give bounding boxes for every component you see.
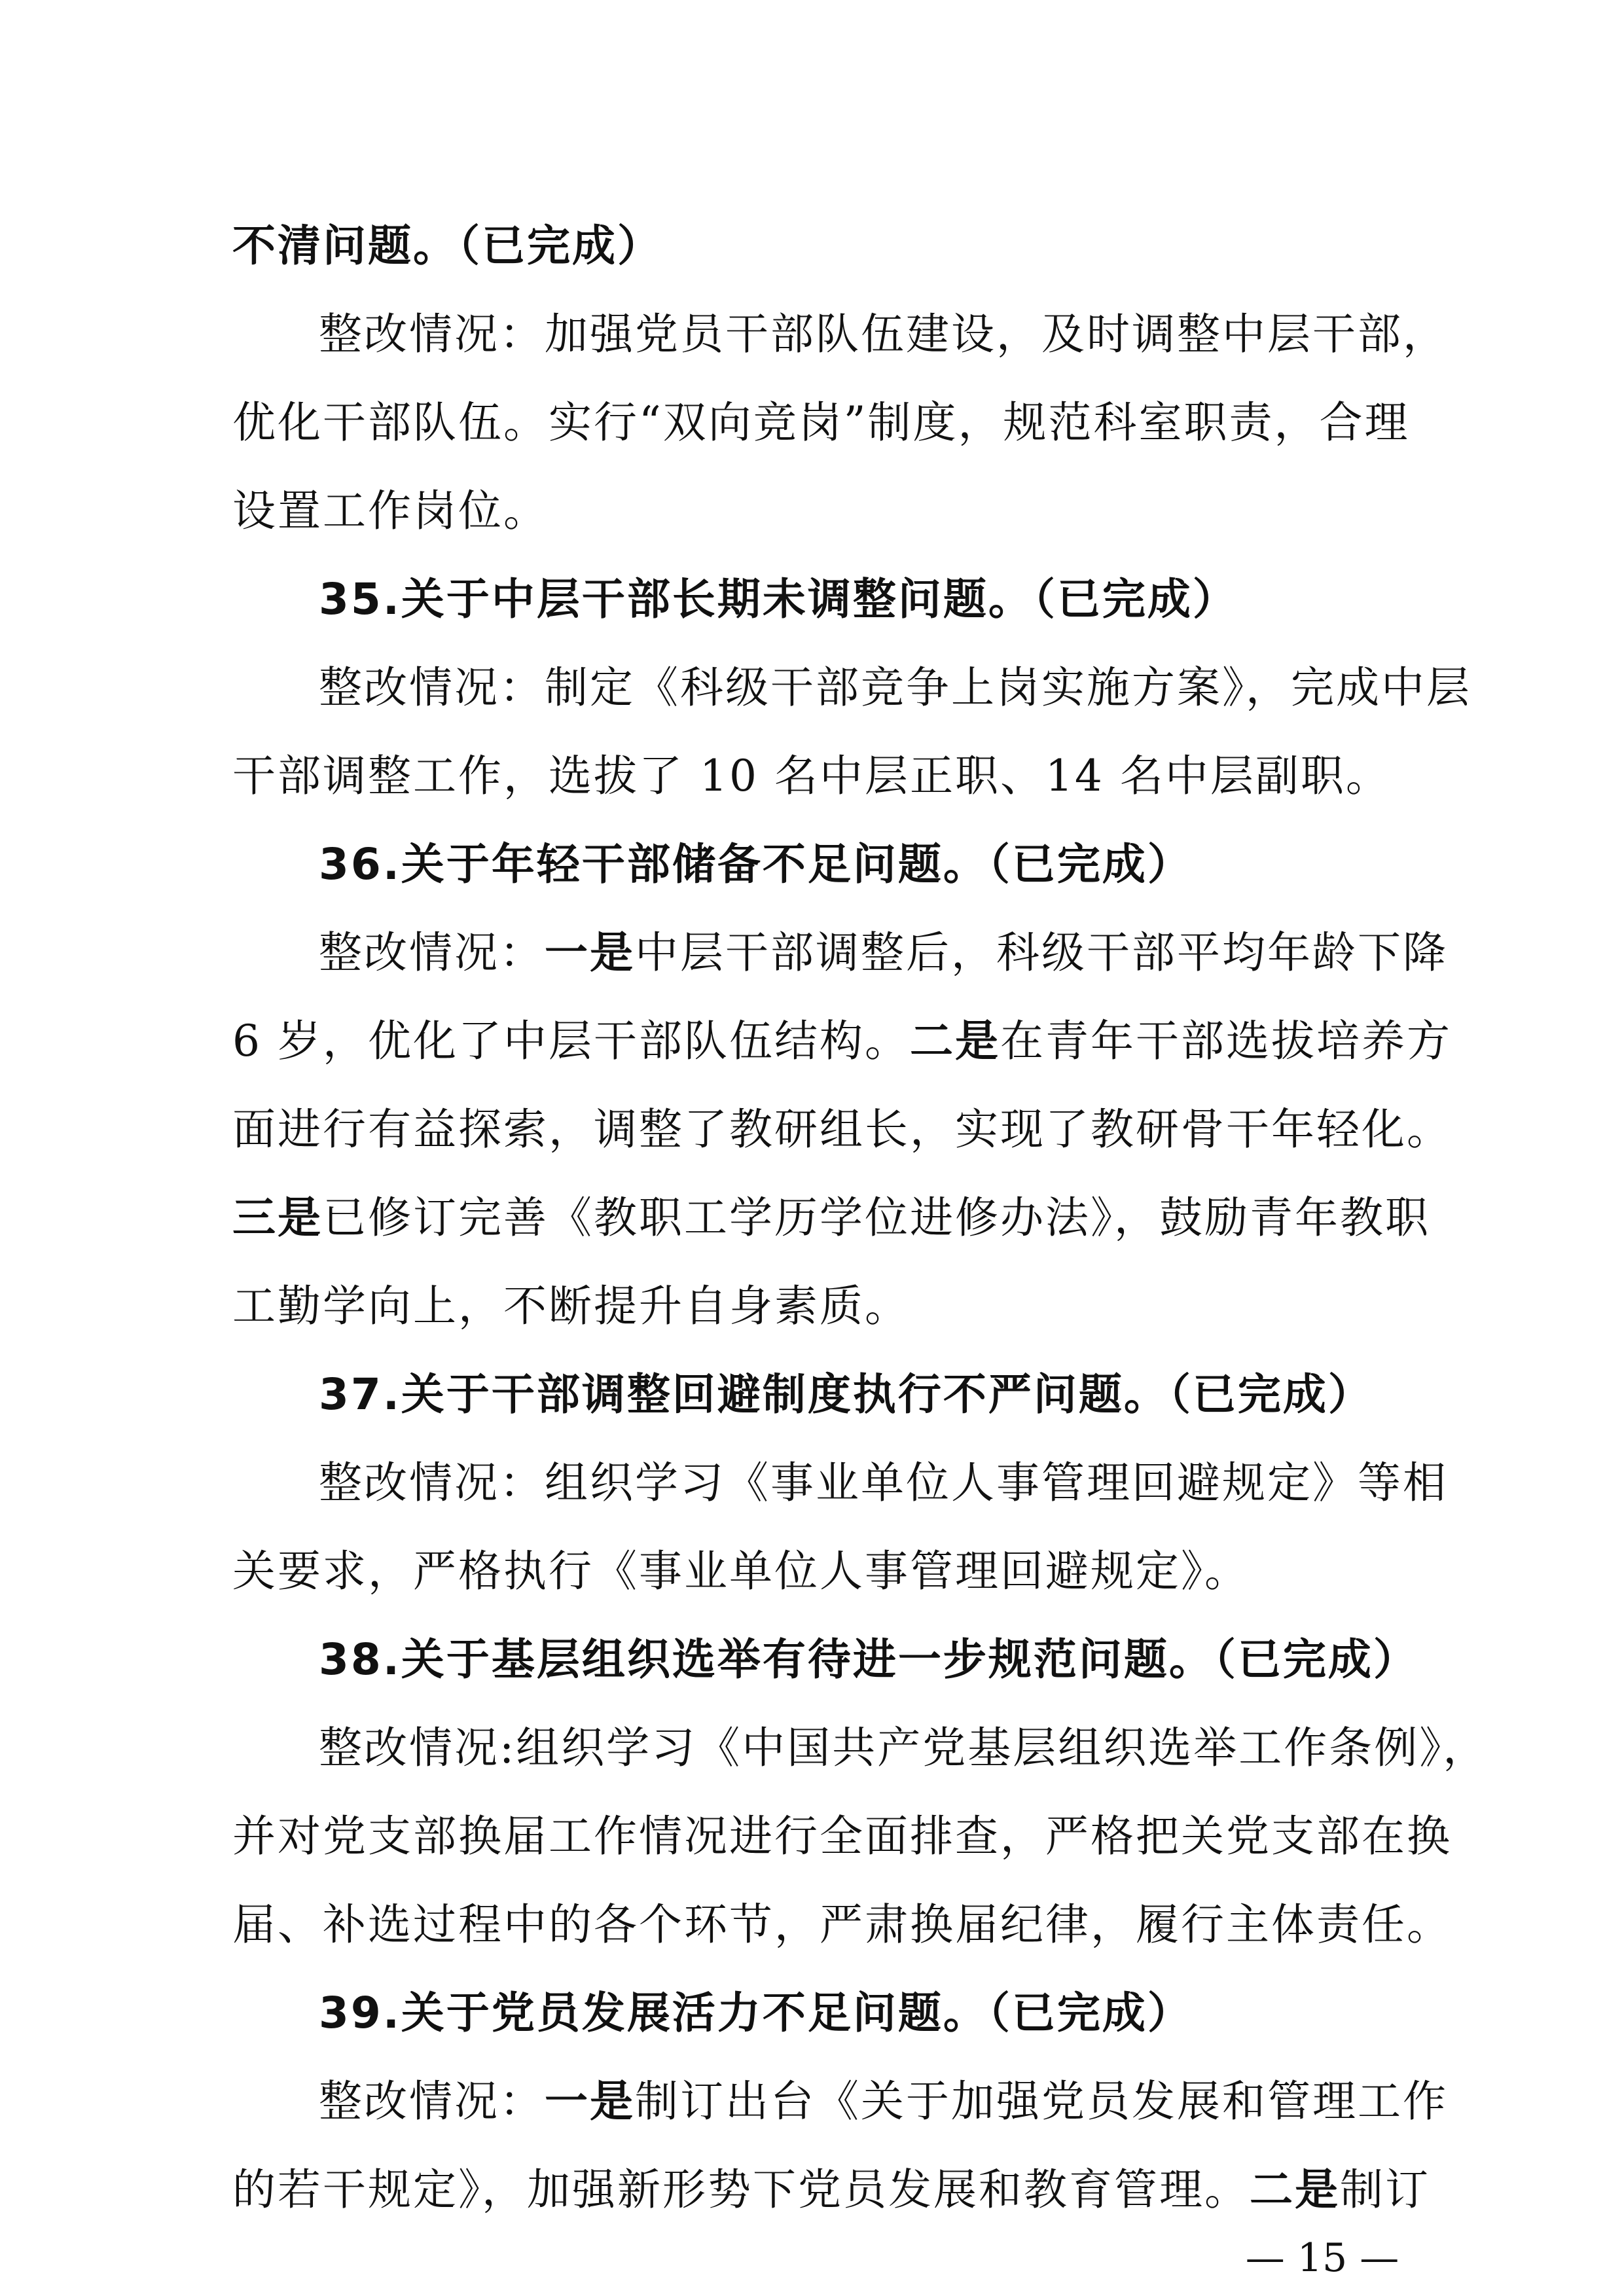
emphasis-second: 二是	[1250, 2164, 1340, 2215]
body-text: 在青年干部选拔培养方	[1000, 1016, 1452, 1066]
item-38-body-line-2: 并对党支部换届工作情况进行全面排查，严格把关党支部在换	[232, 1811, 1452, 1861]
item-35-body-line-2: 干部调整工作，选拔了 10 名中层正职、14 名中层副职。	[232, 751, 1391, 801]
body-text: 制订出台《关于加强党员发展和管理工作	[635, 2076, 1448, 2126]
page-number: — 15 —	[1245, 2235, 1399, 2281]
body-text: 已修订完善《教职工学历学位进修办法》，鼓励青年教职	[323, 1193, 1430, 1243]
item-34-body-line-3: 设置工作岗位。	[232, 486, 549, 536]
item-38-body-line-1: 整改情况:组织学习《中国共产党基层组织选举工作条例》，	[319, 1723, 1489, 1773]
emphasis-first: 一是	[545, 2076, 635, 2126]
item-36-body-line-2	[232, 999, 1452, 1084]
item-35-heading: 35.关于中层干部长期未调整问题。（已完成）	[319, 574, 1238, 624]
item-36-body-line-3: 面进行有益探索，调整了教研组长，实现了教研骨干年轻化。	[232, 1104, 1452, 1155]
item-36-body-line-1	[319, 910, 1448, 996]
item-39-body-line-2	[232, 2147, 1430, 2233]
item-38-heading: 38.关于基层组织选举有待进一步规范问题。（已完成）	[319, 1634, 1418, 1685]
item-36-body-line-4	[232, 1175, 1430, 1261]
emphasis-third: 三是	[232, 1193, 323, 1243]
item-37-body-line-1: 整改情况：组织学习《事业单位人事管理回避规定》等相	[319, 1458, 1448, 1508]
emphasis-first: 一是	[545, 927, 635, 978]
item-36-heading: 36.关于年轻干部储备不足问题。（已完成）	[319, 839, 1193, 889]
item-39-heading: 39.关于党员发展活力不足问题。（已完成）	[319, 1988, 1193, 2038]
body-text: 整改情况：	[319, 927, 545, 978]
emphasis-second: 二是	[909, 1016, 1000, 1066]
item-39-body-line-1	[319, 2059, 1448, 2144]
item-34-title-continuation: 不清问题。（已完成）	[232, 221, 662, 271]
item-35-body-line-1: 整改情况：制定《科级干部竞争上岗实施方案》，完成中层	[319, 662, 1471, 713]
item-38-body-line-3: 届、补选过程中的各个环节，严肃换届纪律，履行主体责任。	[232, 1899, 1452, 1950]
item-36-body-line-5: 工勤学向上，不断提升自身素质。	[232, 1281, 910, 1331]
item-37-heading: 37.关于干部调整回避制度执行不严问题。（已完成）	[319, 1369, 1373, 1420]
body-text: 6 岁，优化了中层干部队伍结构。	[232, 1016, 910, 1066]
body-text: 整改情况：	[319, 2076, 545, 2126]
body-text: 中层干部调整后，科级干部平均年龄下降	[635, 927, 1448, 978]
item-34-body-line-2: 优化干部队伍。实行“双向竞岗”制度，规范科室职责，合理	[232, 397, 1410, 448]
item-34-body-line-1: 整改情况：加强党员干部队伍建设，及时调整中层干部，	[319, 309, 1448, 359]
body-text: 制订	[1340, 2164, 1430, 2215]
item-37-body-line-2: 关要求，严格执行《事业单位人事管理回避规定》。	[232, 1546, 1250, 1596]
body-text: 的若干规定》，加强新形势下党员发展和教育管理。	[232, 2164, 1250, 2215]
